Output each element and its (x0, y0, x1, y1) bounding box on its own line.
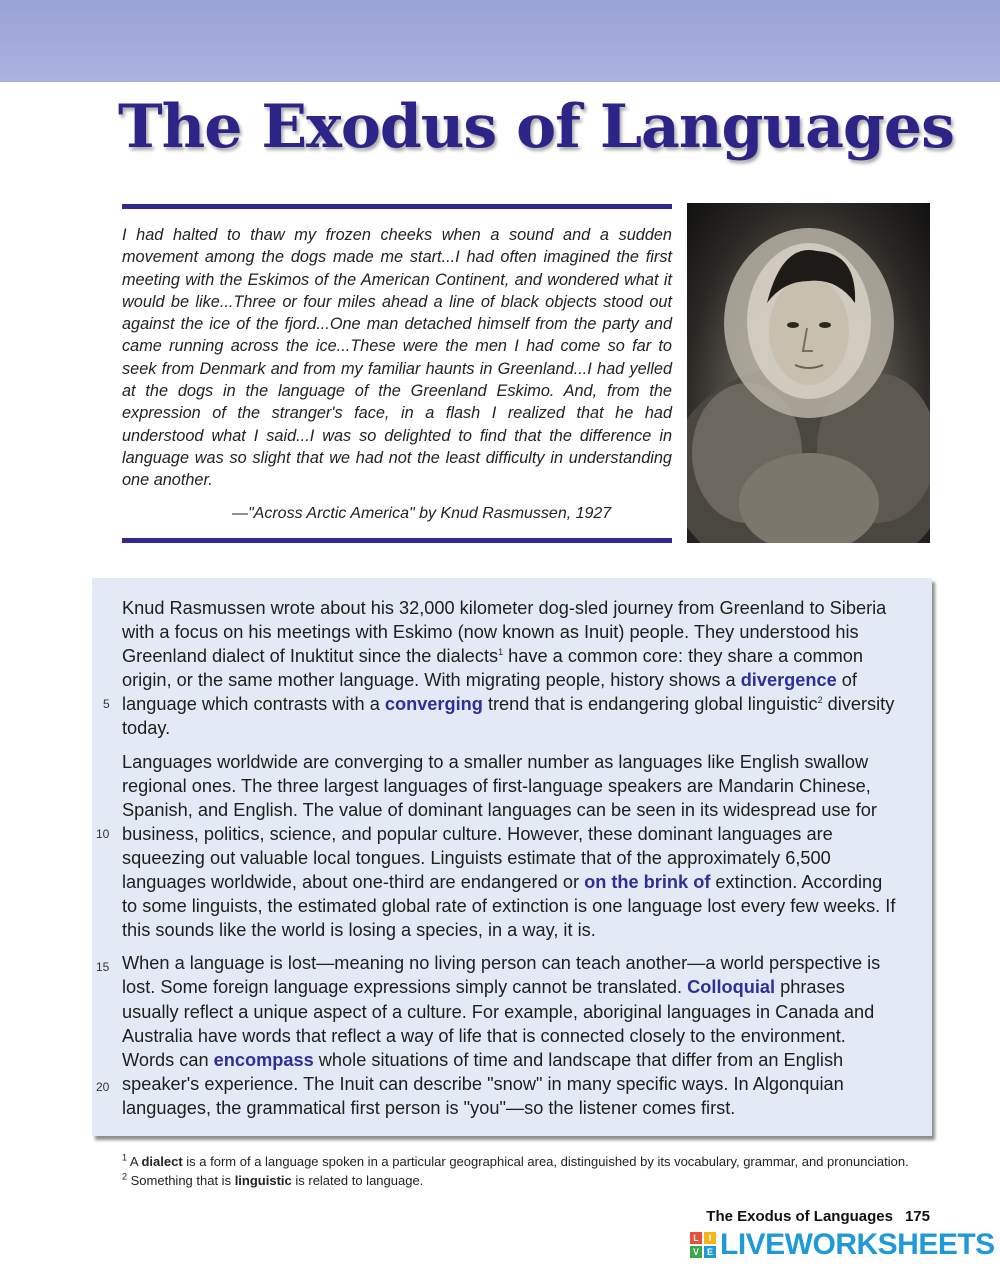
keyword-colloquial: Colloquial (687, 977, 776, 998)
portrait-illustration (687, 203, 930, 543)
epigraph-quote (122, 224, 672, 492)
bottom-divider (122, 538, 672, 543)
logo-tile-i: I (704, 1232, 716, 1244)
watermark-text: LIVEWORKSHEETS (720, 1228, 995, 1261)
keyword-on-the-brink-of: on the brink of (584, 872, 711, 893)
page-title: The Exodus of Languages (118, 92, 954, 162)
portrait-photo (687, 203, 930, 543)
page-number: 175 (904, 1208, 930, 1225)
line-number-10: 10 (96, 827, 110, 841)
header-band (0, 0, 1000, 82)
liveworksheets-logo-icon (690, 1232, 716, 1258)
liveworksheets-watermark (690, 1228, 995, 1262)
footnote-1: $^1$ A dialect is a form of a language spoken in a particular geographical area, distinguished by its vocabulary, grammar, and pronunciation. (122, 1152, 909, 1169)
reading-passage (122, 596, 902, 1129)
line-number-20: 20 (96, 1080, 110, 1094)
paragraph-3: When a language is lost—meaning no living person can teach another—a world perspective is lost. Some foreign language expressions simply cannot be translated. Colloquial phrases usually reflect a unique aspect of a culture. For example, aboriginal languages in Canada and Australia have words that reflect a way of life that is connected closely to the environment. Words can encompass whole situations of time and landscape that differ from an English speaker's experience. The Inuit can describe "snow" in many specific ways. In Algonquian languages, the grammatical first person is "you"—so the listener comes first. (122, 953, 881, 1118)
quote-attribution: —"Across Arctic America" by Knud Rasmussen, 1927 (232, 505, 612, 522)
keyword-converging: converging (384, 694, 483, 715)
keyword-divergence: divergence (740, 670, 837, 691)
footnote-2: $^2$ Something that is linguistic is related to language. (122, 1171, 424, 1188)
top-divider (122, 204, 672, 209)
logo-tile-e: E (704, 1246, 716, 1258)
quote-text: I had halted to thaw my frozen cheeks when a sound and a sudden movement among the dogs made me start...I had often imagined the first meeting with the Eskimos of the American Continent, and wondered what it would be like...Three or four miles ahead a line of black objects stood out against the ice of the fjord...One man detached himself from the party and came running across the ice...These were the men I had come so far to seek from Denmark and from my familiar haunts in Greenland...I had yelled at the dogs in the language of the Greenland Eskimo. And, from the expression of the stranger's face, in a flash I realized that he had understood what I said...I was so delighted to find that the difference in language was so slight that we had not the least difficulty in understanding one another. (122, 226, 672, 490)
paragraph-2: Languages worldwide are converging to a smaller number as languages like English swallow regional ones. The three largest languages of first-language speakers are Mandarin Chinese, Spanish, and English. The value of dominant languages can be seen in its widespread use for business, politics, science, and popular culture. However, these dominant languages are squeezing out valuable local tongues. Linguists estimate that of the approximately 6,500 languages worldwide, about one-third are endangered or on the brink of extinction. According to some linguists, the estimated global rate of extinction is one language lost every few weeks. If this sounds like the world is losing a species, in a way, it is. (122, 751, 896, 941)
footnotes (122, 1153, 912, 1191)
logo-tile-v: V (690, 1246, 702, 1258)
line-number-5: 5 (103, 697, 110, 711)
footnote-ref-1: 1 (498, 647, 504, 658)
footnote-ref-2: 2 (817, 695, 823, 706)
keyword-encompass: encompass (213, 1049, 314, 1070)
page-footer (706, 1208, 930, 1225)
footer-title: The Exodus of Languages (706, 1208, 893, 1225)
line-number-15: 15 (96, 960, 110, 974)
logo-tile-l: L (690, 1232, 702, 1244)
paragraph-1: Knud Rasmussen wrote about his 32,000 kilometer dog-sled journey from Greenland to Siberia with a focus on his meetings with Eskimo (now known as Inuit) people. They understood his Greenland dialect of Inuktitut since the dialects$^1$ have a common core: they share a common origin, or the same mother language. With migrating people, history shows a divergence of language which contrasts with a converging trend that is endangering global linguistic$^2$ diversity today. (122, 598, 895, 739)
